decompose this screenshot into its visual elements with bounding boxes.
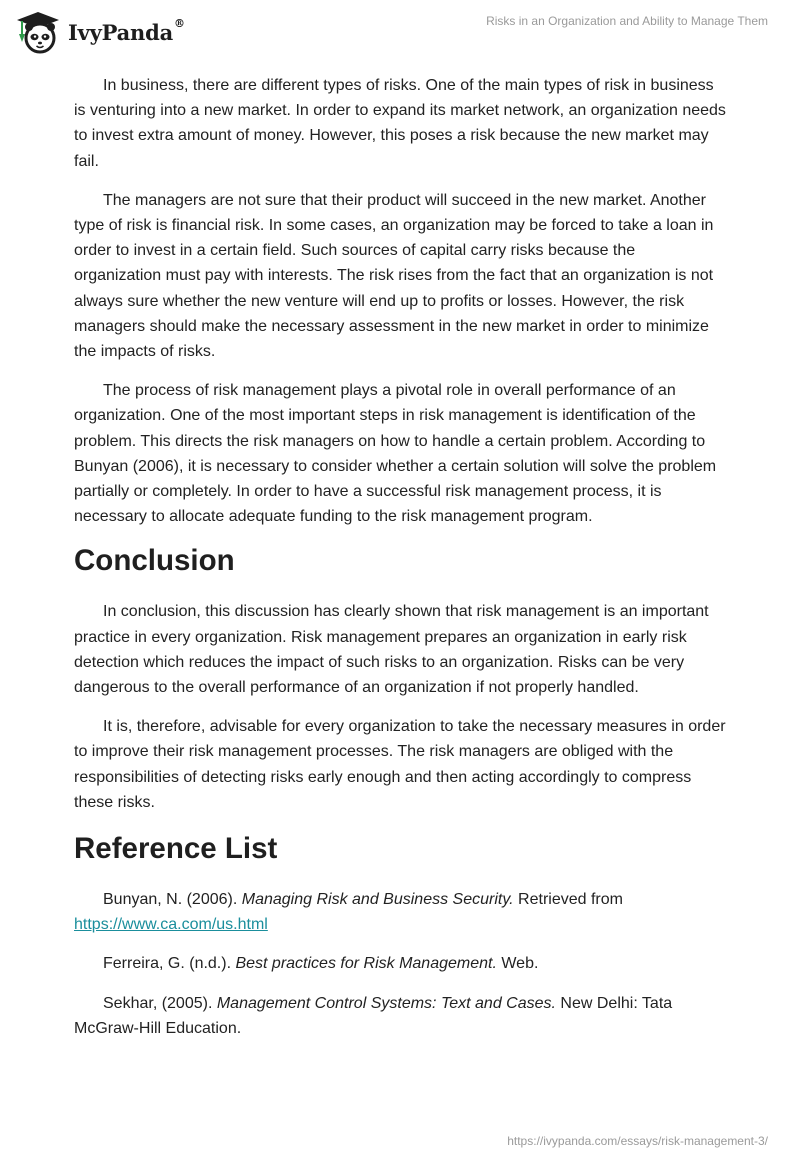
conclusion-paragraph: In conclusion, this discussion has clearly shown that risk management is an important practice in every organization. Risk management prepares an organization in early risk detection which reduces the impact of such risks to an organization. Risks can be very dangerous to the overall performance of an organization if not properly handled. — [74, 603, 709, 697]
reference-authors: Ferreira, G. (n.d.). — [103, 955, 236, 973]
page-header — [0, 0, 800, 70]
running-title: Risks in an Organization and Ability to Manage Them — [486, 14, 768, 28]
conclusion-paragraph: It is, therefore, advisable for every organization to take the necessary measures in order to improve their risk management processes. The risk managers are obliged with the responsibilities of detecting risks early enough and then acting accordingly to compress these risks. — [74, 718, 726, 811]
reference-authors: Bunyan, N. (2006). — [103, 891, 242, 909]
essay-content — [74, 73, 726, 1055]
ivypanda-logo[interactable] — [14, 8, 214, 56]
panda-graduation-icon — [14, 9, 62, 55]
reference-title: Best practices for Risk Management. — [235, 955, 497, 973]
body-paragraph: In business, there are different types of risks. One of the main types of risk in business is venturing into a new market. In order to expand its market network, an organization needs to invest extra amount of money. However, this poses a risk because the new market may fail. — [74, 77, 726, 170]
body-paragraph: The process of risk management plays a pivotal role in overall performance of an organization. One of the most important steps in risk management is identification of the problem. This directs the risk managers on how to handle a certain problem. According to Bunyan (2006), it is necessary to consider whether a certain solution will solve the problem partially or completely. In order to have a successful risk management process, it is necessary to allocate adequate funding to the risk management program. — [74, 382, 717, 526]
reference-list-heading: Reference List — [74, 832, 278, 866]
reference-title: Managing Risk and Business Security. — [241, 891, 514, 909]
body-paragraph: The managers are not sure that their product will succeed in the new market. Another type of risk is financial risk. In some cases, an organization may be forced to take a loan in order to invest in a certain field. Such sources of capital carry risks because the organization must pay with interests. The risk rises from the fact that an organization is not always sure whether the new venture will end up to profits or losses. However, the risk managers should make the necessary assessment in the new market in order to minimize the impacts of risks. — [74, 191, 714, 361]
conclusion-heading: Conclusion — [74, 544, 235, 578]
reference-item — [74, 951, 726, 976]
reference-item — [74, 887, 726, 937]
reference-tail: New Delhi: Tata McGraw-Hill Education. — [74, 994, 673, 1037]
reference-title: Management Control Systems: Text and Cases. — [216, 994, 556, 1012]
registered-mark: ® — [174, 16, 185, 30]
brand-name: IvyPanda® — [68, 16, 185, 45]
reference-tail: Web. — [496, 955, 539, 973]
reference-tail: Retrieved from — [513, 891, 623, 909]
reference-item — [74, 991, 726, 1041]
reference-link[interactable]: https://www.ca.com/us.html — [74, 916, 268, 934]
reference-authors: Sekhar, (2005). — [103, 994, 217, 1012]
footer-url: https://ivypanda.com/essays/risk-management-3/ — [507, 1134, 768, 1148]
